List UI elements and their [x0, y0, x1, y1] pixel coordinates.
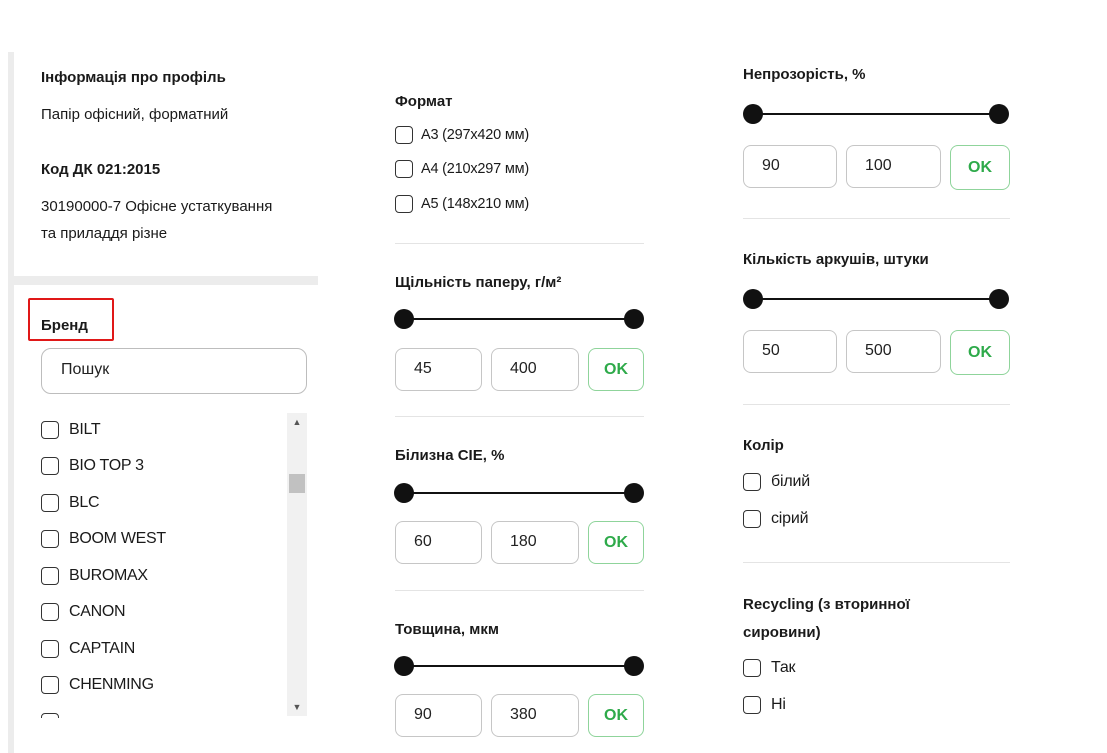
code-heading: Код ДК 021:2015: [41, 161, 161, 178]
opacity-range-slider[interactable]: [743, 104, 1009, 124]
scroll-down-arrow-icon[interactable]: ▼: [292, 702, 302, 712]
whiteness-max-input[interactable]: 180: [491, 521, 579, 564]
brand-label: CANON: [69, 603, 126, 620]
thickness-range-slider[interactable]: [394, 656, 644, 676]
profile-info-value: Папір офісний, форматний: [41, 106, 229, 123]
brand-option[interactable]: [41, 527, 166, 551]
checkbox[interactable]: [395, 126, 413, 144]
code-value-line1: 30190000-7 Офісне устаткування: [41, 198, 273, 215]
sheets-min-input[interactable]: 50: [743, 330, 837, 373]
color-option[interactable]: [743, 471, 810, 493]
brand-label: BIO TOP 3: [69, 457, 144, 474]
thickness-heading: Товщина, мкм: [395, 621, 499, 638]
density-heading: Щільність паперу, г/м²: [395, 274, 562, 291]
brand-heading: Бренд: [41, 317, 88, 334]
brand-label: CAPTAIN: [69, 640, 136, 657]
checkbox[interactable]: [41, 457, 59, 475]
brand-option[interactable]: [41, 564, 148, 588]
format-heading: Формат: [395, 93, 453, 110]
brand-label: CHENMING: [69, 676, 154, 693]
checkbox[interactable]: [41, 421, 59, 439]
column-accent-bar: [8, 52, 14, 753]
slider-max-handle[interactable]: [989, 289, 1009, 309]
checkbox[interactable]: [395, 195, 413, 213]
checkbox[interactable]: [41, 640, 59, 658]
slider-max-handle[interactable]: [624, 309, 644, 329]
brand-label: BUROMAX: [69, 567, 148, 584]
whiteness-heading: Білизна CIE, %: [395, 447, 505, 464]
opacity-ok-button[interactable]: OK: [950, 145, 1010, 190]
checkbox[interactable]: [395, 160, 413, 178]
recycling-heading-line1: Recycling (з вторинної: [743, 596, 910, 613]
brand-list: [41, 413, 291, 718]
checkbox[interactable]: [41, 567, 59, 585]
slider-min-handle[interactable]: [743, 104, 763, 124]
checkbox[interactable]: [743, 510, 761, 528]
slider-max-handle[interactable]: [624, 656, 644, 676]
whiteness-range-slider[interactable]: [394, 483, 644, 503]
checkbox[interactable]: [41, 603, 59, 621]
density-ok-button[interactable]: OK: [588, 348, 644, 391]
thickness-max-input[interactable]: 380: [491, 694, 579, 737]
option-label: А5 (148х210 мм): [421, 196, 530, 212]
color-heading: Колір: [743, 437, 784, 454]
sheets-heading: Кількість аркушів, штуки: [743, 251, 929, 268]
slider-track: [753, 113, 999, 115]
format-option[interactable]: [395, 193, 529, 215]
whiteness-min-input[interactable]: 60: [395, 521, 482, 564]
brand-option[interactable]: [41, 600, 125, 624]
brand-list-scrollbar[interactable]: [287, 413, 307, 716]
checkbox[interactable]: [41, 676, 59, 694]
recycling-option[interactable]: [743, 694, 786, 716]
slider-track: [753, 298, 999, 300]
divider: [743, 562, 1010, 563]
color-option[interactable]: [743, 508, 808, 530]
checkbox[interactable]: [41, 494, 59, 512]
checkbox[interactable]: [41, 713, 59, 718]
divider: [395, 243, 644, 244]
divider: [743, 404, 1010, 405]
brand-option-partial[interactable]: [41, 710, 59, 718]
thickness-ok-button[interactable]: OK: [588, 694, 644, 737]
brand-search-input[interactable]: Пошук: [41, 348, 307, 394]
recycling-heading-line2: сировини): [743, 624, 821, 641]
option-label: А3 (297х420 мм): [421, 127, 530, 143]
brand-label: BILT: [69, 421, 101, 438]
format-option[interactable]: [395, 158, 529, 180]
slider-max-handle[interactable]: [989, 104, 1009, 124]
sheets-ok-button[interactable]: OK: [950, 330, 1010, 375]
sheets-range-slider[interactable]: [743, 289, 1009, 309]
slider-track: [404, 665, 634, 667]
whiteness-ok-button[interactable]: OK: [588, 521, 644, 564]
code-value-line2: та приладдя різне: [41, 225, 168, 242]
brand-option[interactable]: [41, 491, 99, 515]
divider: [395, 416, 644, 417]
density-max-input[interactable]: 400: [491, 348, 579, 391]
opacity-heading: Непрозорість, %: [743, 66, 866, 83]
profile-column: [0, 0, 320, 753]
slider-min-handle[interactable]: [743, 289, 763, 309]
checkbox[interactable]: [743, 473, 761, 491]
section-separator: [14, 276, 318, 285]
slider-min-handle[interactable]: [394, 309, 414, 329]
slider-max-handle[interactable]: [624, 483, 644, 503]
brand-option[interactable]: [41, 637, 135, 661]
brand-option[interactable]: [41, 418, 100, 442]
opacity-min-input[interactable]: 90: [743, 145, 837, 188]
recycling-option[interactable]: [743, 657, 795, 679]
density-min-input[interactable]: 45: [395, 348, 482, 391]
option-label: Ні: [771, 696, 786, 713]
checkbox[interactable]: [41, 530, 59, 548]
profile-info-heading: Інформація про профіль: [41, 69, 226, 86]
checkbox[interactable]: [743, 696, 761, 714]
brand-label: BOOM WEST: [69, 530, 166, 547]
scroll-thumb[interactable]: [289, 474, 305, 493]
slider-track: [404, 492, 634, 494]
density-range-slider[interactable]: [394, 309, 644, 329]
brand-option[interactable]: [41, 673, 154, 697]
option-label: білий: [771, 473, 810, 490]
sheets-max-input[interactable]: 500: [846, 330, 941, 373]
brand-option[interactable]: [41, 454, 144, 478]
slider-track: [404, 318, 634, 320]
brand-heading-highlight: [28, 298, 114, 341]
divider: [743, 218, 1010, 219]
format-option[interactable]: [395, 124, 529, 146]
option-label: А4 (210х297 мм): [421, 161, 530, 177]
slider-min-handle[interactable]: [394, 656, 414, 676]
brand-label: BLC: [69, 494, 100, 511]
slider-min-handle[interactable]: [394, 483, 414, 503]
scroll-up-arrow-icon[interactable]: ▲: [292, 417, 302, 427]
divider: [395, 590, 644, 591]
thickness-min-input[interactable]: 90: [395, 694, 482, 737]
option-label: Так: [771, 659, 796, 676]
opacity-max-input[interactable]: 100: [846, 145, 941, 188]
checkbox[interactable]: [743, 659, 761, 677]
option-label: сірий: [771, 510, 809, 527]
